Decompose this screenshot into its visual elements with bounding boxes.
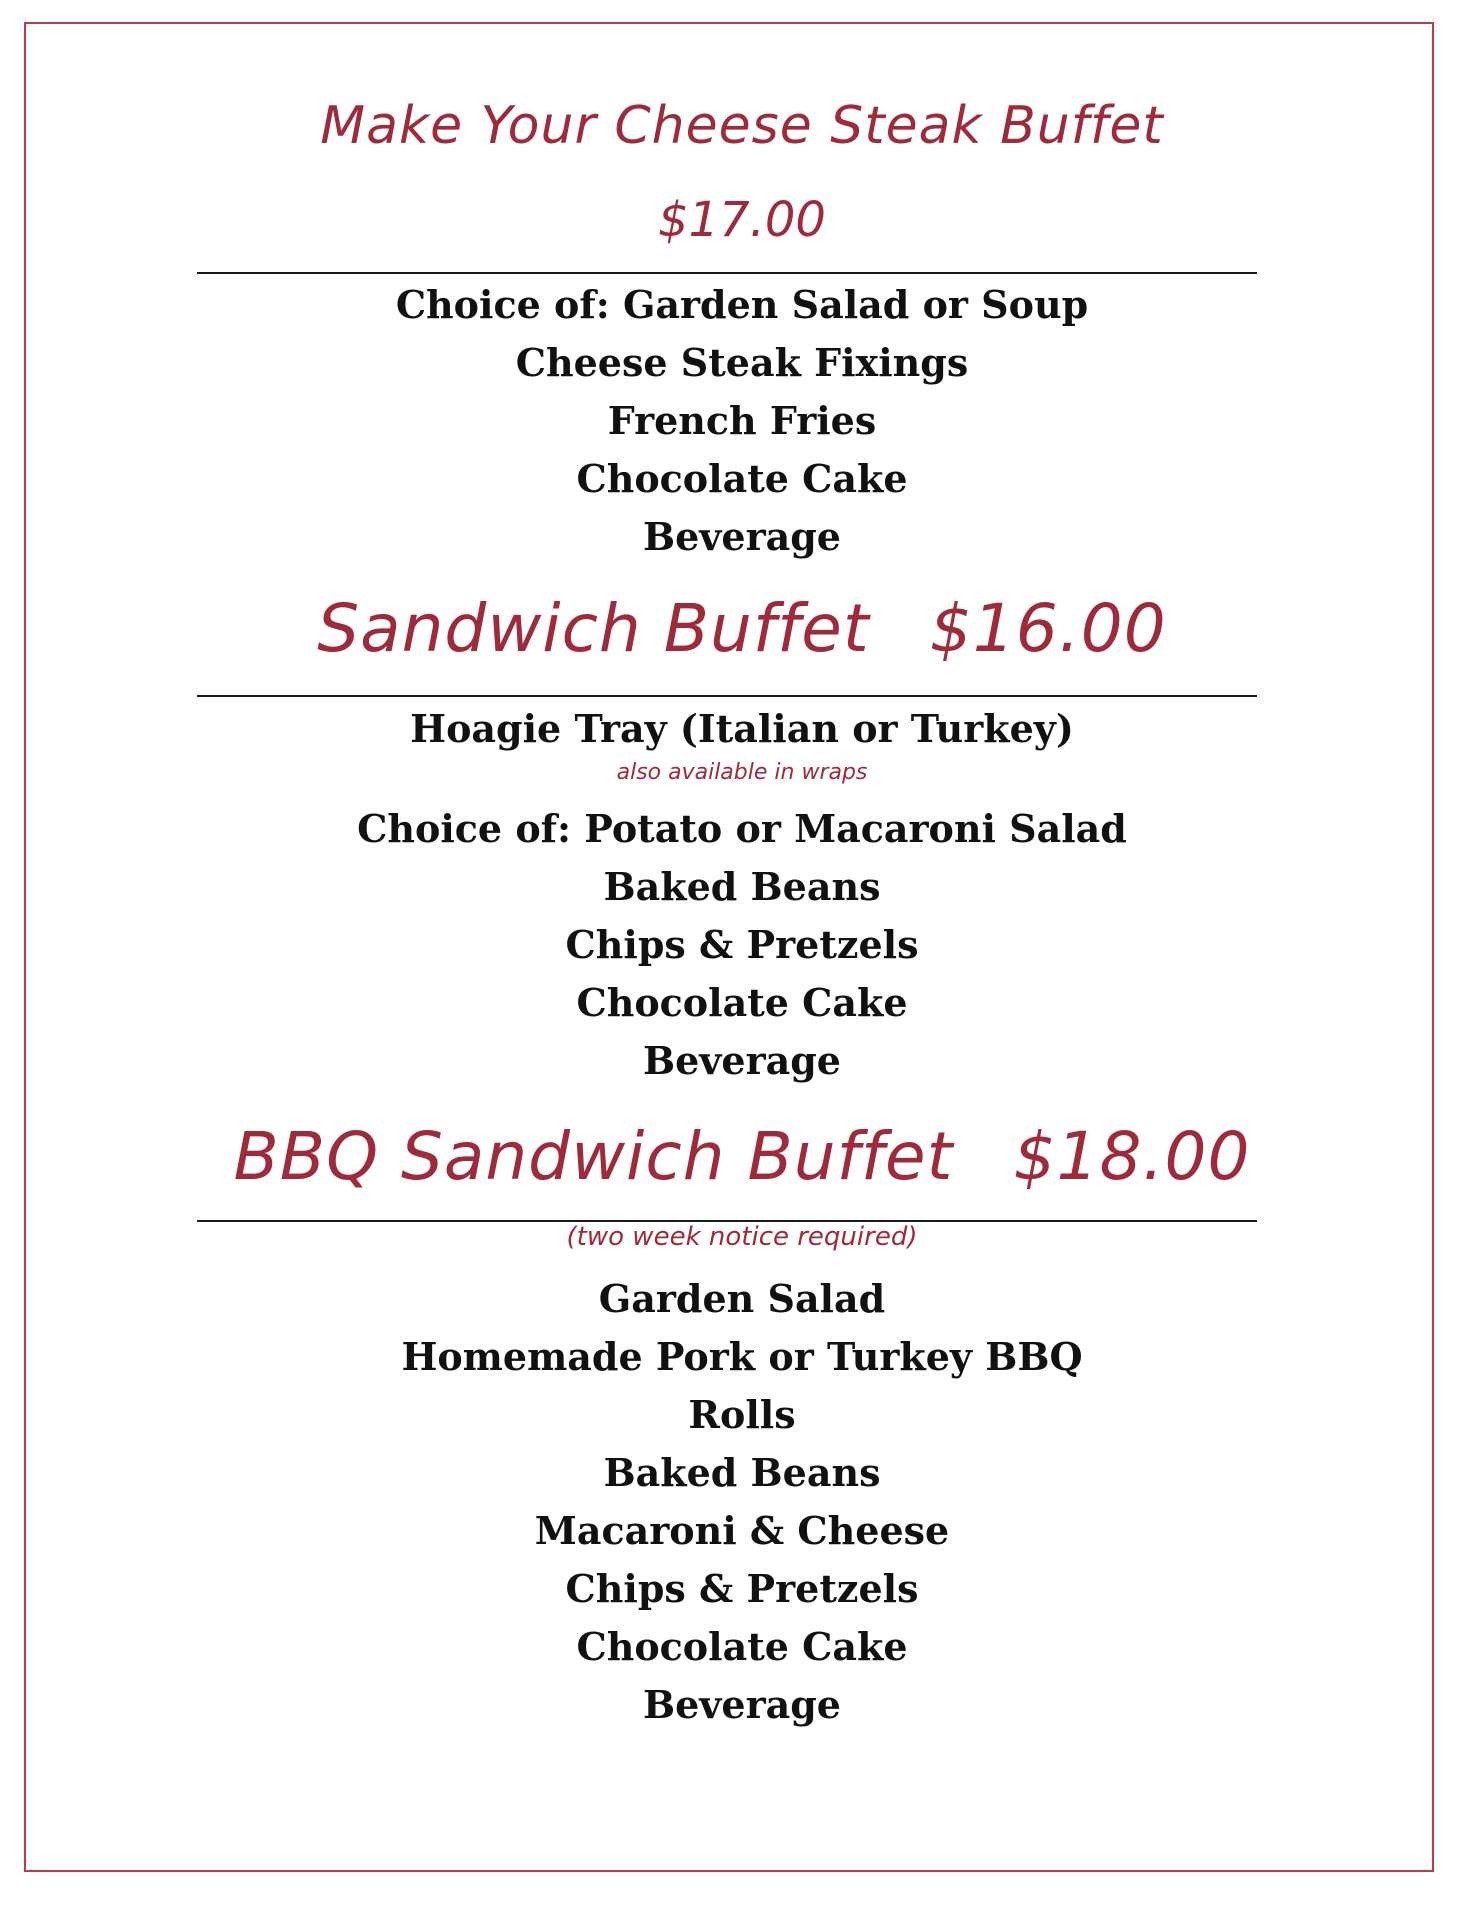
sandwich-buffet-title: Sandwich Buffet [317,590,870,667]
wraps-note: also available in wraps [616,760,868,785]
sandwich-buffet-items [0,800,1484,1090]
cheese-steak-buffet-items [0,276,1484,566]
bbq-sandwich-buffet-price: $18.00 [1013,1118,1251,1195]
bbq-sandwich-buffet-title: BBQ Sandwich Buffet [233,1118,954,1195]
menu-item: Chocolate Cake [576,456,908,501]
menu-item: Chips & Pretzels [565,922,919,967]
sandwich-buffet-heading [0,590,1484,667]
menu-item: Chocolate Cake [576,980,908,1025]
sandwich-buffet-price: $16.00 [929,590,1167,667]
menu-item: Choice of: Garden Salad or Soup [395,282,1089,327]
menu-item: Beverage [643,1682,841,1727]
notice-note: (two week notice required) [566,1222,918,1252]
menu-item: Garden Salad [598,1276,886,1321]
sandwich-buffet-items-top [0,700,1484,758]
menu-item: Baked Beans [603,864,881,909]
section-divider [197,272,1257,274]
menu-item: Homemade Pork or Turkey BBQ [401,1334,1083,1379]
bbq-sandwich-buffet-heading [0,1118,1484,1195]
menu-item: Choice of: Potato or Macaroni Salad [357,806,1127,851]
section-divider [197,695,1257,697]
bbq-sandwich-buffet-items [0,1270,1484,1734]
menu-item: Macaroni & Cheese [534,1508,950,1553]
menu-item: Rolls [688,1392,796,1437]
menu-item: Chips & Pretzels [565,1566,919,1611]
menu-item: Beverage [643,514,841,559]
menu-item: Chocolate Cake [576,1624,908,1669]
menu-item: Beverage [643,1038,841,1083]
menu-item: French Fries [607,398,877,443]
menu-item: Baked Beans [603,1450,881,1495]
menu-item: Cheese Steak Fixings [515,340,969,385]
cheese-steak-buffet-title: Make Your Cheese Steak Buffet [320,96,1164,156]
menu-item: Hoagie Tray (Italian or Turkey) [410,706,1074,751]
cheese-steak-buffet-price: $17.00 [658,192,826,248]
